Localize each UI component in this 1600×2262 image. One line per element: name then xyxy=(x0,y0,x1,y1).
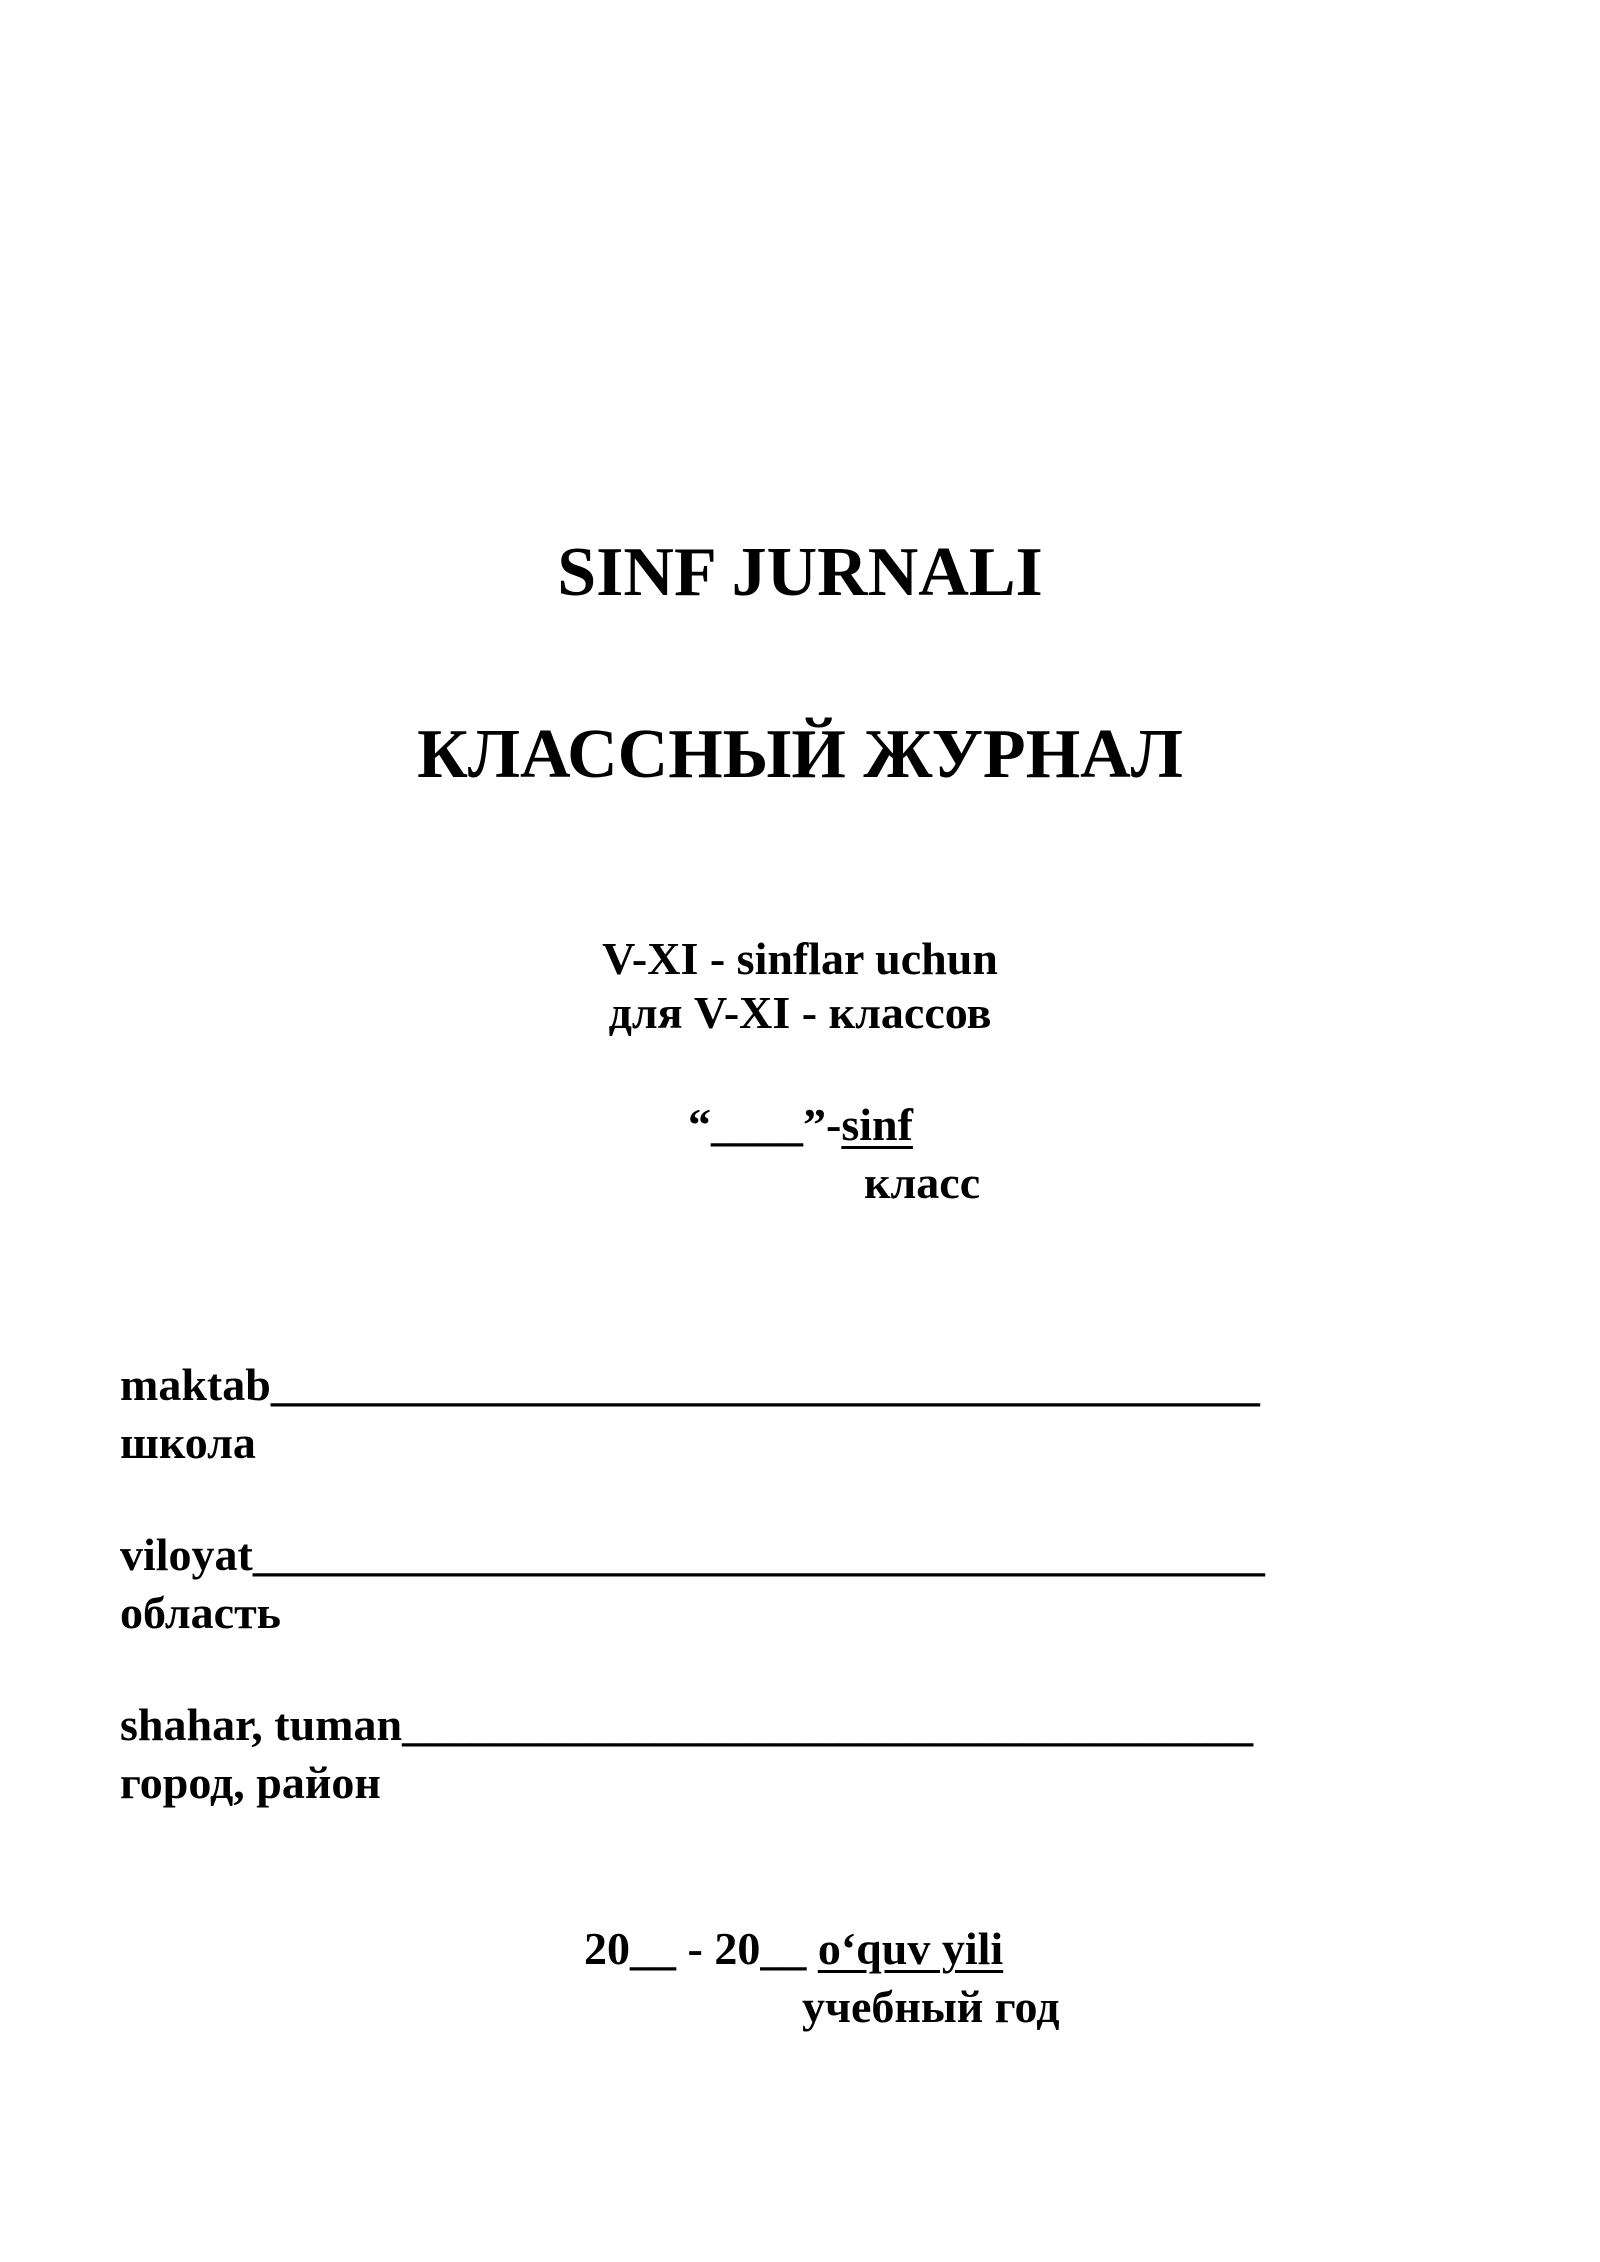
city-district-label-uzbek: shahar, tuman xyxy=(120,1699,403,1750)
class-field xyxy=(688,1099,913,1150)
academic-year-blanks[interactable]: 20__ - 20__ xyxy=(584,1923,818,1974)
city-district-input-line[interactable]: _____________________________________ xyxy=(402,1699,1254,1750)
academic-year-label-russian: учебный год xyxy=(802,1981,1060,2032)
region-label-uzbek: viloyat xyxy=(120,1529,253,1580)
region-label-russian: область xyxy=(120,1587,281,1638)
academic-year-label-uzbek: o‘quv yili xyxy=(817,1923,1004,1974)
school-input-line[interactable]: ___________________________________________ xyxy=(270,1359,1260,1410)
class-number-blank[interactable]: “____”- xyxy=(688,1099,842,1150)
title-russian: КЛАССНЫЙ ЖУРНАЛ xyxy=(417,716,1183,793)
class-label-russian: класс xyxy=(864,1157,981,1208)
subtitle-uzbek: V-XI - sinflar uchun xyxy=(602,933,998,984)
school-label-russian: школа xyxy=(120,1417,256,1468)
title-uzbek: SINF JURNALI xyxy=(557,534,1043,611)
region-input-line[interactable]: ____________________________________________ xyxy=(252,1529,1265,1580)
subtitle-russian: для V-XI - классов xyxy=(608,987,992,1038)
school-field xyxy=(120,1359,1260,1410)
school-label-uzbek: maktab xyxy=(120,1359,271,1410)
academic-year-field xyxy=(584,1923,1004,1974)
region-field xyxy=(120,1529,1265,1580)
city-district-label-russian: город, район xyxy=(120,1757,381,1808)
class-label-uzbek: sinf xyxy=(841,1099,913,1150)
city-district-field xyxy=(120,1699,1254,1750)
